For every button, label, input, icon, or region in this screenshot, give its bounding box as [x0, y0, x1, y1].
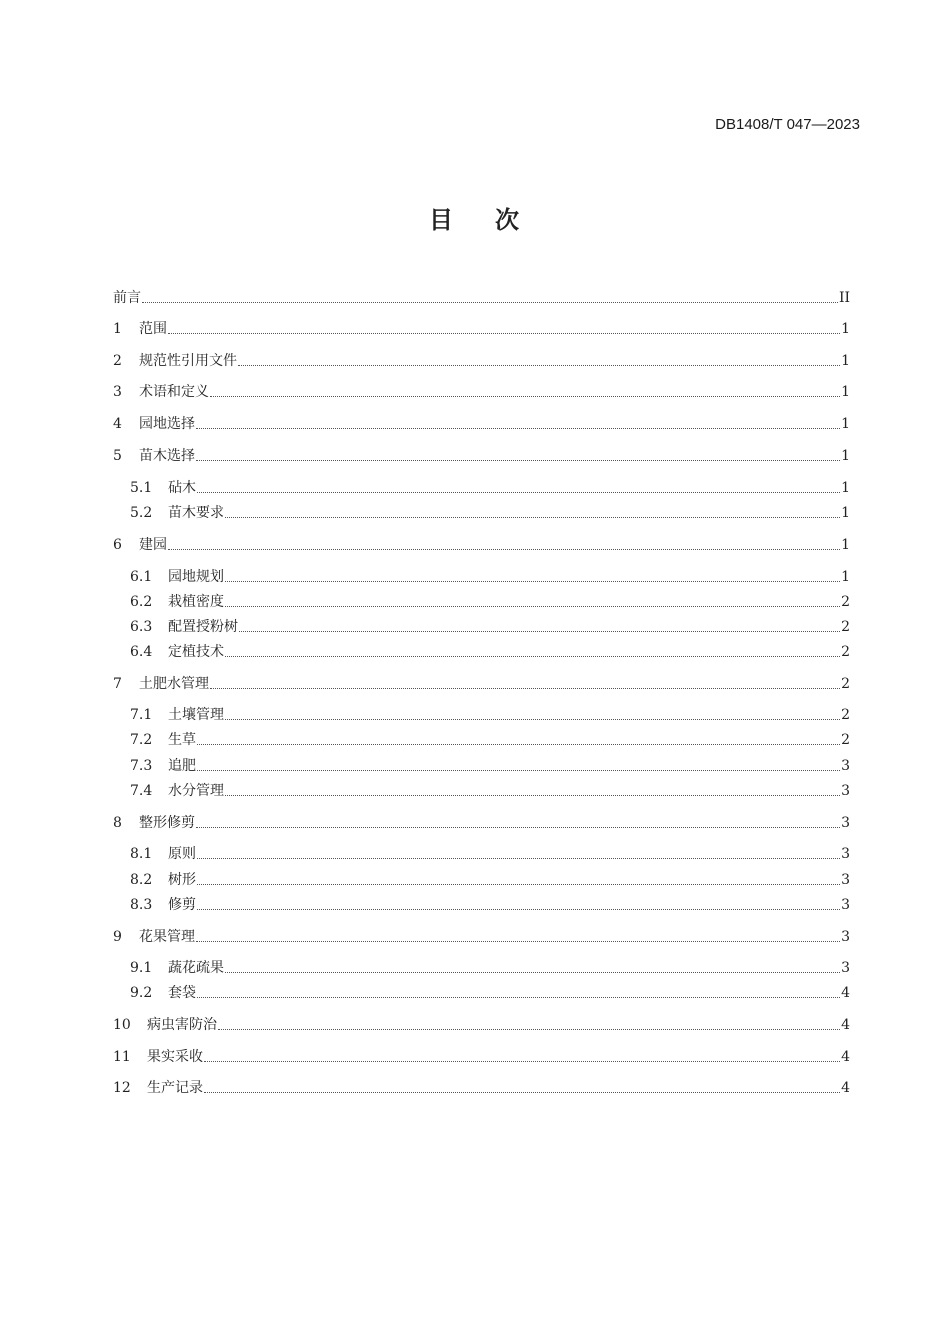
toc-entry-number: 11: [113, 1049, 131, 1065]
dot-leader: [196, 459, 840, 461]
toc-entry-number: 4: [113, 416, 122, 432]
toc-entry[interactable]: [113, 381, 850, 403]
toc-entry-title: 生产记录: [147, 1080, 203, 1096]
toc-entry-number: 8: [113, 815, 122, 831]
toc-entry-title: 蔬花疏果: [168, 960, 224, 976]
toc-entry-number: 9.2: [130, 985, 153, 1001]
toc-entry-title: 套袋: [168, 985, 196, 1001]
toc-entry-title: 园地规划: [168, 569, 224, 585]
document-code: DB1408/T 047—2023: [715, 116, 860, 133]
dot-leader: [197, 908, 840, 910]
dot-leader: [204, 1091, 840, 1093]
toc-entry-title: 定植技术: [168, 644, 224, 660]
toc-entry-title: 病虫害防治: [147, 1017, 217, 1033]
toc-subentry[interactable]: [130, 502, 850, 524]
toc-entry-number: 1: [113, 321, 122, 337]
toc-entry[interactable]: [113, 812, 850, 834]
toc-entry[interactable]: [113, 534, 850, 556]
toc-page-number: 4: [841, 1049, 850, 1065]
toc-entry-title: 水分管理: [168, 783, 224, 799]
dot-leader: [225, 580, 840, 582]
toc-entry-number: 8.2: [130, 872, 153, 888]
toc-subentry[interactable]: [130, 843, 850, 865]
toc-subentry[interactable]: [130, 477, 850, 499]
toc-subentry[interactable]: [130, 982, 850, 1004]
toc-subentry[interactable]: [130, 704, 850, 726]
toc-entry-title: 生草: [168, 732, 196, 748]
toc-subentry[interactable]: [130, 894, 850, 916]
toc-page-number: II: [838, 290, 850, 306]
toc-page-number: 1: [841, 416, 850, 432]
toc-page-number: 3: [841, 758, 850, 774]
toc-page-number: 3: [841, 897, 850, 913]
toc-page-number: 4: [841, 1080, 850, 1096]
dot-leader: [239, 630, 840, 632]
dot-leader: [225, 605, 840, 607]
toc-entry-number: 9.1: [130, 960, 153, 976]
dot-leader: [197, 857, 840, 859]
toc-subentry[interactable]: [130, 780, 850, 802]
toc-entry-number: 5.2: [130, 505, 153, 521]
toc-subentry[interactable]: [130, 957, 850, 979]
toc-page-number: 2: [841, 676, 850, 692]
toc-entry-number: 8.1: [130, 846, 153, 862]
dot-leader: [197, 743, 840, 745]
toc-entry-title: 土肥水管理: [139, 676, 209, 692]
toc-entry[interactable]: [113, 1077, 850, 1099]
toc-page-number: 3: [841, 846, 850, 862]
toc-entry-title: 原则: [168, 846, 196, 862]
toc-page-number: 3: [841, 872, 850, 888]
toc-entry-title: 前言: [113, 290, 141, 306]
toc-entry-title: 苗木要求: [168, 505, 224, 521]
toc-page-number: 1: [841, 448, 850, 464]
toc-entry-title: 修剪: [168, 897, 196, 913]
toc-entry-number: 10: [113, 1017, 131, 1033]
dot-leader: [210, 395, 840, 397]
toc-subentry[interactable]: [130, 729, 850, 751]
toc-entry[interactable]: [113, 1014, 850, 1036]
toc-page-number: 3: [841, 783, 850, 799]
toc-entry[interactable]: [113, 287, 850, 309]
toc-entry-number: 7.4: [130, 783, 153, 799]
toc-entry-title: 果实采收: [147, 1049, 203, 1065]
toc-entry-number: 2: [113, 353, 122, 369]
title-char-2: 次: [495, 206, 521, 234]
toc-entry-title: 土壤管理: [168, 707, 224, 723]
toc-entry-title: 追肥: [168, 758, 196, 774]
toc-subentry[interactable]: [130, 566, 850, 588]
toc-entry[interactable]: [113, 413, 850, 435]
toc-page-number: 2: [841, 594, 850, 610]
toc-entry-number: 5.1: [130, 480, 153, 496]
dot-leader: [196, 427, 840, 429]
toc-page-number: 4: [841, 1017, 850, 1033]
toc-entry[interactable]: [113, 350, 850, 372]
dot-leader: [238, 364, 840, 366]
toc-page-number: 4: [841, 985, 850, 1001]
toc-subentry[interactable]: [130, 755, 850, 777]
toc-page-number: 2: [841, 707, 850, 723]
toc-page-number: 1: [841, 353, 850, 369]
toc-entry-number: 8.3: [130, 897, 153, 913]
dot-leader: [218, 1028, 840, 1030]
toc-entry-number: 7: [113, 676, 122, 692]
toc-page-number: 2: [841, 619, 850, 635]
toc-entry-number: 6.1: [130, 569, 153, 585]
dot-leader: [204, 1060, 840, 1062]
toc-page-number: 3: [841, 960, 850, 976]
dot-leader: [168, 332, 840, 334]
toc-page-number: 2: [841, 732, 850, 748]
toc-entry-title: 栽植密度: [168, 594, 224, 610]
toc-entry-number: 6.4: [130, 644, 153, 660]
toc-entry-title: 配置授粉树: [168, 619, 238, 635]
toc-page-number: 2: [841, 644, 850, 660]
toc-page-number: 1: [841, 569, 850, 585]
toc-entry[interactable]: [113, 318, 850, 340]
toc-entry-title: 园地选择: [139, 416, 195, 432]
toc-entry[interactable]: [113, 1046, 850, 1068]
dot-leader: [142, 301, 838, 303]
toc-page-number: 1: [841, 537, 850, 553]
dot-leader: [210, 687, 840, 689]
toc-page-number: 3: [841, 929, 850, 945]
toc-entry-number: 6.2: [130, 594, 153, 610]
toc-entry-title: 砧木: [168, 480, 196, 496]
toc-entry[interactable]: [113, 445, 850, 467]
toc-entry-title: 苗木选择: [139, 448, 195, 464]
dot-leader: [225, 516, 840, 518]
dot-leader: [197, 996, 840, 998]
toc-entry-number: 3: [113, 384, 122, 400]
toc-entry-number: 7.3: [130, 758, 153, 774]
toc-entry-title: 建园: [139, 537, 167, 553]
toc-entry-number: 7.2: [130, 732, 153, 748]
toc-entry-number: 7.1: [130, 707, 153, 723]
toc-entry-title: 树形: [168, 872, 196, 888]
dot-leader: [197, 769, 840, 771]
toc-page-number: 1: [841, 480, 850, 496]
toc-entry[interactable]: [113, 926, 850, 948]
toc-entry-title: 规范性引用文件: [139, 353, 237, 369]
toc-page-number: 1: [841, 321, 850, 337]
toc-entry-number: 12: [113, 1080, 131, 1096]
toc-entry-title: 整形修剪: [139, 815, 195, 831]
toc-subentry[interactable]: [130, 641, 850, 663]
toc-entry-number: 6.3: [130, 619, 153, 635]
toc-page-number: 1: [841, 505, 850, 521]
dot-leader: [196, 940, 840, 942]
toc-subentry[interactable]: [130, 591, 850, 613]
toc-entry-number: 5: [113, 448, 122, 464]
toc-entry-title: 范围: [139, 321, 167, 337]
dot-leader: [196, 826, 840, 828]
dot-leader: [197, 491, 840, 493]
toc-subentry[interactable]: [130, 616, 850, 638]
dot-leader: [225, 718, 840, 720]
toc-page-number: 1: [841, 384, 850, 400]
toc-entry-number: 6: [113, 537, 122, 553]
dot-leader: [225, 971, 840, 973]
toc-entry[interactable]: [113, 673, 850, 695]
dot-leader: [225, 655, 840, 657]
toc-entry-title: 花果管理: [139, 929, 195, 945]
toc-entry-number: 9: [113, 929, 122, 945]
toc-page-number: 3: [841, 815, 850, 831]
dot-leader: [225, 794, 840, 796]
toc-subentry[interactable]: [130, 869, 850, 891]
toc-entry-title: 术语和定义: [139, 384, 209, 400]
dot-leader: [197, 883, 840, 885]
title-char-1: 目: [429, 206, 455, 234]
dot-leader: [168, 548, 840, 550]
